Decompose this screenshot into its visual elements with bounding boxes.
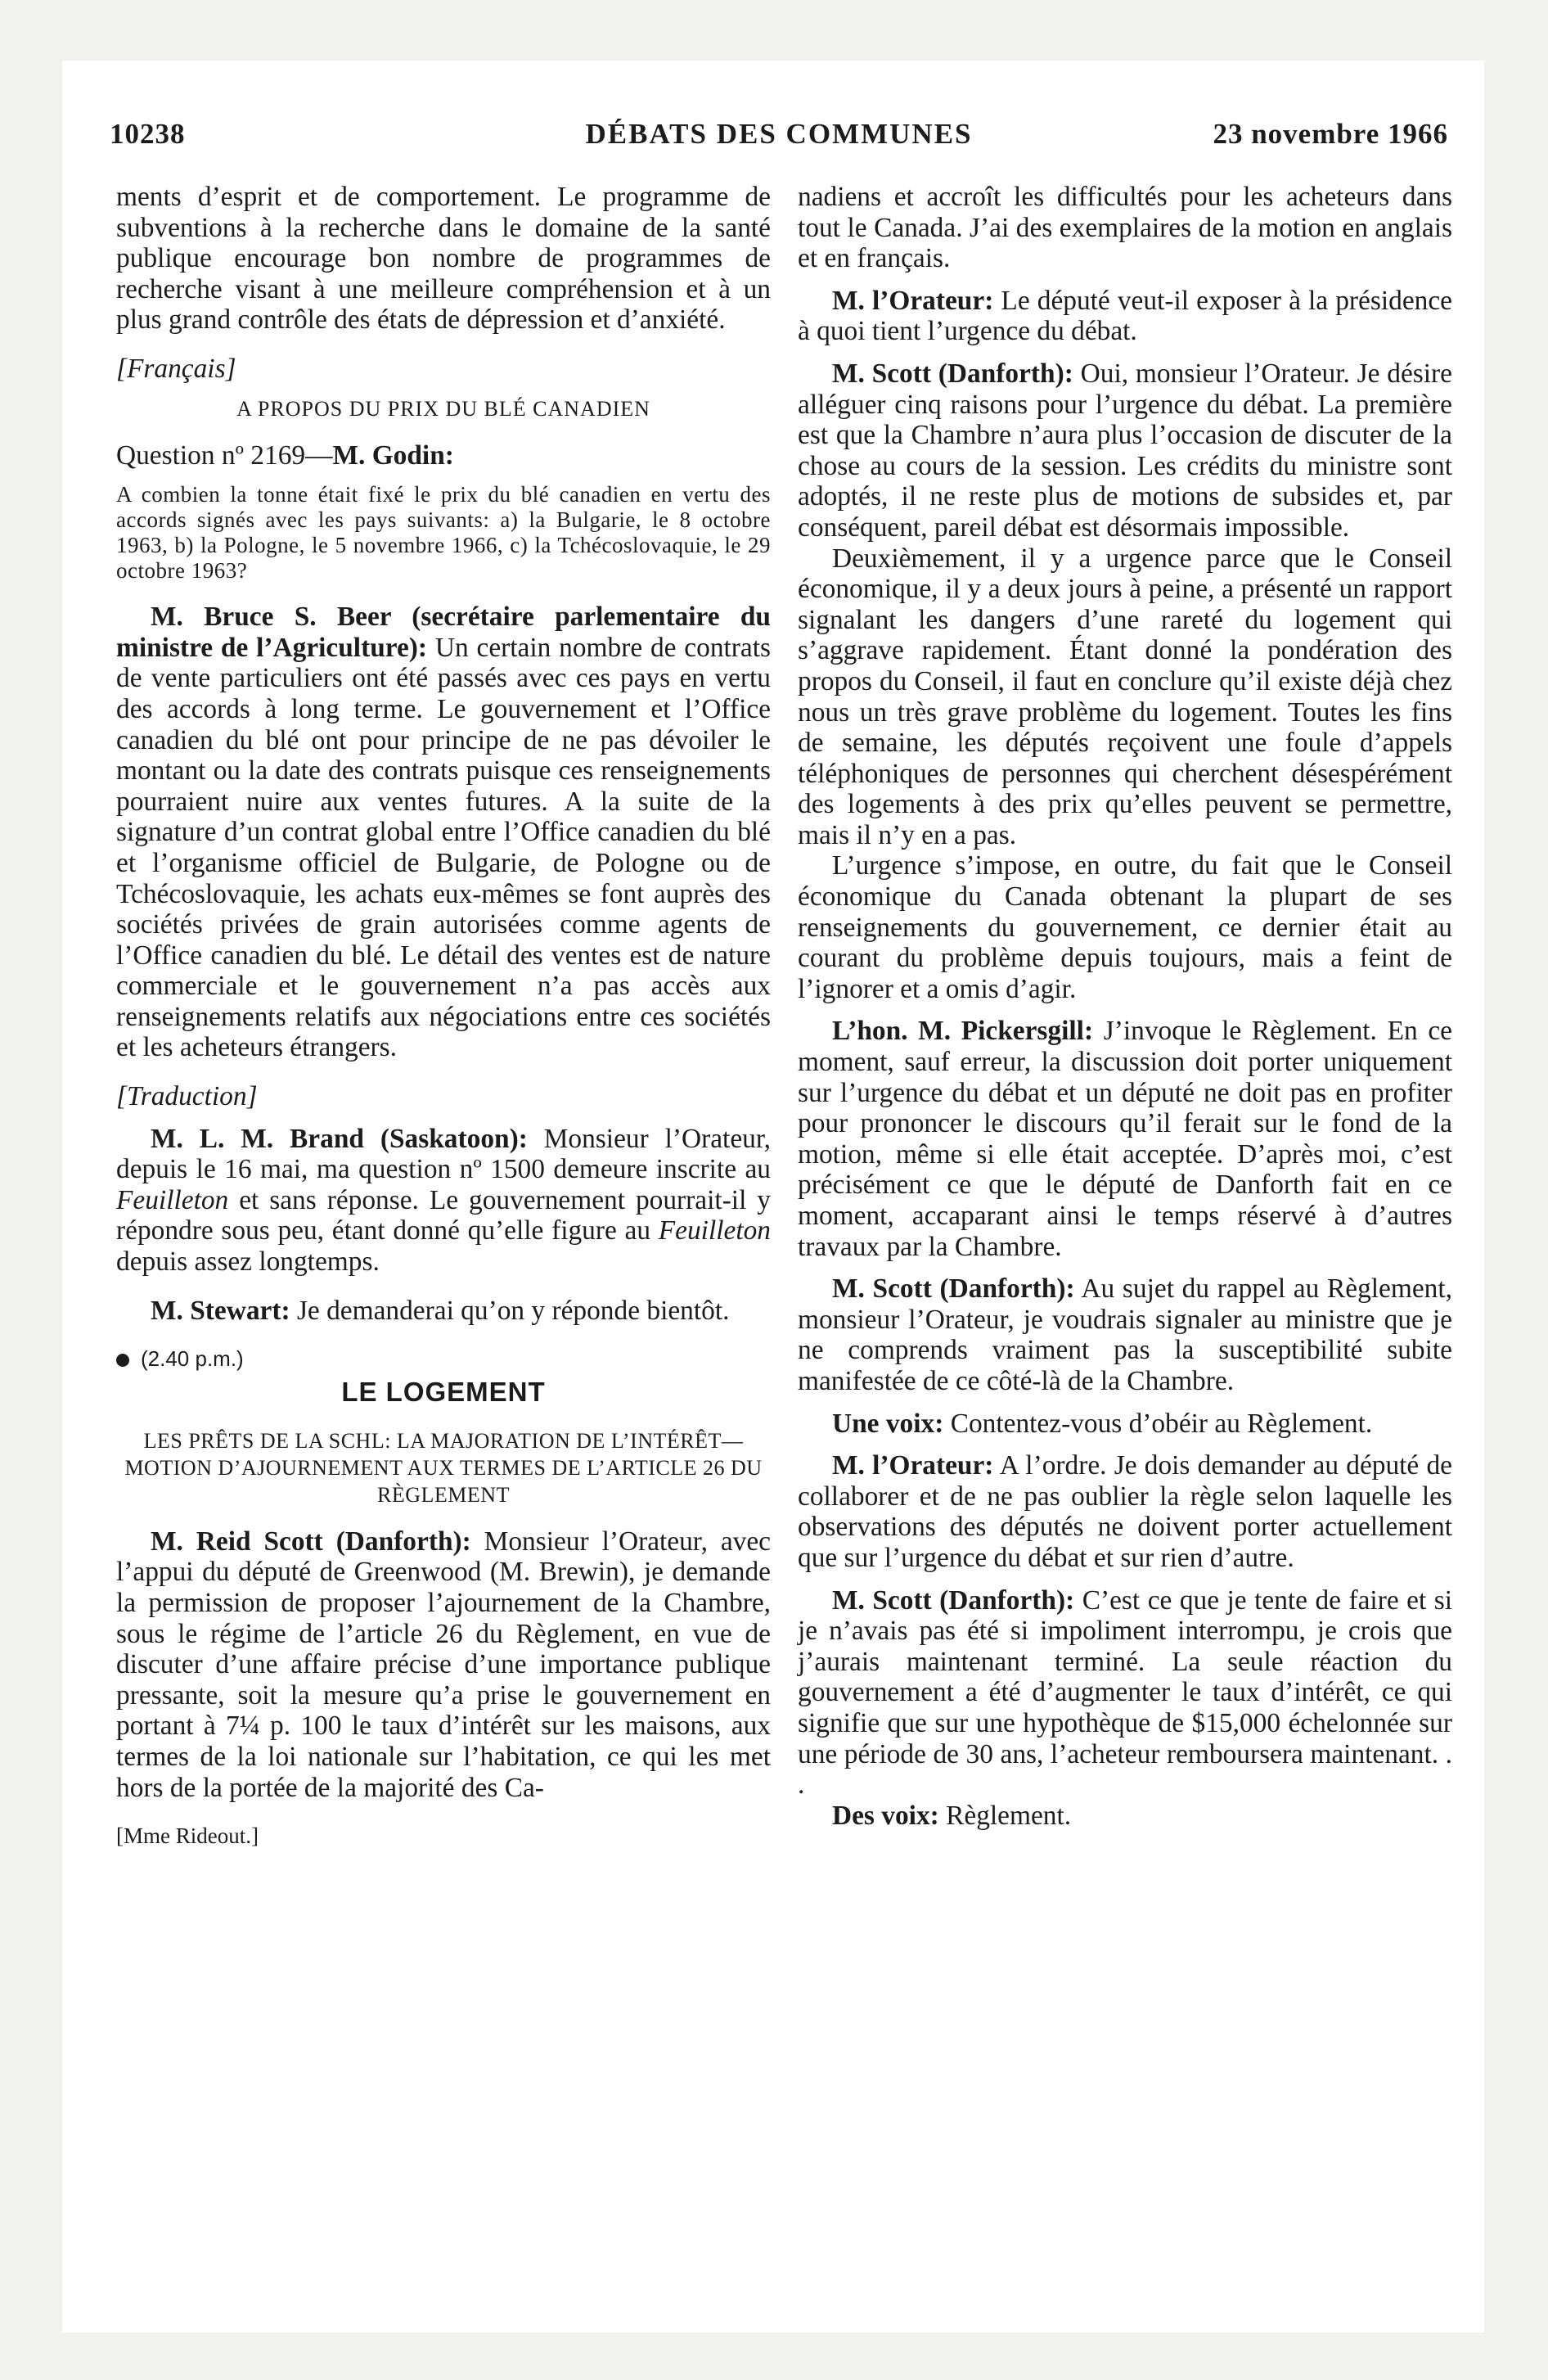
speaker-name: M. Scott (Danforth):	[832, 1584, 1075, 1616]
page-title: DÉBATS DES COMMUNES	[585, 118, 973, 150]
speaker-name: M. Reid Scott (Danforth):	[151, 1526, 471, 1557]
time-text: (2.40 p.m.)	[141, 1346, 244, 1372]
speech-paragraph	[798, 1450, 1452, 1573]
speech-text: Monsieur l’Orateur, depuis le 16 mai, ma question nº 1500 demeure inscrite au	[116, 1123, 771, 1185]
question-header	[116, 440, 771, 471]
speech-text: Un certain nombre de contrats de vente particuliers ont été passés avec ces pays en vertu des accords à long terme. Le gouvernement et l’Office canadien du blé ont pour principe de ne pas dévoiler le montant ou la date des contrats puisque ces renseignements pourraient nuire aux ventes futures. A la suite de la signature d’un contrat global entre l’Office canadien du blé et l’organisme officiel de Bulgarie, de Pologne ou de Tchécoslovaquie, les achats eux-mêmes se font auprès des sociétés privées de grain autorisées comme agents de l’Office canadien du blé. Le détail des ventes est de nature commerciale et le gouvernement n’a pas accès aux renseignements relatifs aux négociations entre ces sociétés et les acheteurs étrangers.	[116, 632, 771, 1063]
speech-text: et sans réponse. Le gouvernement pourrait-il y répondre sous peu, étant donné qu’elle figure au	[116, 1184, 771, 1246]
speech-paragraph	[116, 1296, 771, 1327]
speech-text: Règlement.	[938, 1800, 1072, 1831]
footnote-speaker: [Mme Rideout.]	[116, 1823, 259, 1849]
speaker-name: M. L. M. Brand (Saskatoon):	[151, 1123, 528, 1154]
feuilleton-term: Feuilleton	[658, 1215, 771, 1246]
time-stamp	[116, 1344, 771, 1375]
speaker-name: Des voix:	[832, 1800, 939, 1831]
speaker-name: M. Bruce S. Beer (secrétaire parlementaire du ministre de l’Agriculture):	[116, 602, 771, 663]
speech-paragraph	[798, 1409, 1452, 1440]
section-heading: LE LOGEMENT	[341, 1376, 546, 1407]
speaker-name: M. l’Orateur:	[832, 1450, 994, 1481]
speech-paragraph	[116, 1124, 771, 1278]
speech-paragraph	[798, 1585, 1452, 1801]
speech-paragraph	[798, 1016, 1452, 1262]
speech-text: Monsieur l’Orateur, avec l’appui du député de Greenwood (M. Brewin), je demande la permission de proposer l’ajournement de la Chambre, sous le régime de l’article 26 du Règlement, en vue de discuter d’une affaire précise d’une importance publique pressante, soit la mesure qu’a prise le gouvernement en portant à 7¼ p. 100 le taux d’intérêt sur les maisons, aux termes de la loi nationale sur l’habitation, ce qui les met hors de la portée de la majorité des Ca-	[116, 1526, 772, 1803]
page-header	[110, 118, 1448, 159]
language-note: [Traduction]	[116, 1081, 258, 1112]
speech-text: C’est ce que je tente de faire et si je n’avais pas été si impoliment interrompu, je crois que j’aurais maintenant terminé. La seule réaction du gouvernement a été d’augmenter le taux d’intérêt, ce qui signifie que sur une hypothèque de $15,000 échelonnée sur une période de 30 ans, l’acheteur remboursera maintenant. . .	[798, 1584, 1452, 1801]
speaker-name: M. Stewart:	[151, 1295, 290, 1326]
page-number: 10238	[110, 118, 186, 150]
section-subheading: LES PRÊTS DE LA SCHL: LA MAJORATION DE L’INTÉRÊT—MOTION D’AJOURNEMENT AUX TERMES DE L’ARTICLE 26 DU RÈGLEMENT	[124, 1428, 763, 1507]
speaker-name: M. Godin:	[332, 439, 454, 471]
question-label: Question nº 2169—	[116, 439, 333, 471]
speech-text: Au sujet du rappel au Règlement, monsieur l’Orateur, je voudrais signaler au ministre que je ne comprends vraiment pas la susceptibilité subite manifestée de ce côté-là de la Chambre.	[798, 1273, 1452, 1396]
paragraph: L’urgence s’impose, en outre, du fait que le Conseil économique du Canada obtenant la plupart de ses renseignements du gouvernement, ce dernier était au courant du problème depuis toujours, mais a feint de l’ignorer et a omis d’agir.	[798, 850, 1452, 1004]
speech-paragraph	[798, 1801, 1452, 1832]
speaker-name: L’hon. M. Pickersgill:	[832, 1016, 1094, 1047]
paragraph: ments d’esprit et de comportement. Le programme de subventions à la recherche dans le domaine de la santé publique encourage bon nombre de programmes de recherche visant à une meilleure compréhension et à un plus grand contrôle des états de dépression et d’anxiété.	[116, 182, 771, 336]
speech-text: Le député veut-il exposer à la présidence à quoi tient l’urgence du débat.	[798, 285, 1452, 347]
paragraph: Deuxièmement, il y a urgence parce que le Conseil économique, il y a deux jours à peine, a présenté un rapport signalant les dangers d’une rareté du logement qui s’aggrave rapidement. Étant donné la pondération des propos du Conseil, il faut en conclure qu’il existe déjà chez nous un très grave problème du logement. Toutes les fins de semaine, les députés reçoivent une foule d’appels téléphoniques de personnes qui cherchent désespérément des logements à des prix qu’elles peuvent se permettre, mais il n’y en a pas.	[798, 543, 1452, 850]
speech-paragraph	[116, 602, 771, 1063]
speech-text: A l’ordre. Je dois demander au député de collaborer et de ne pas oublier la règle selon laquelle les observations des députés ne doivent porter actuellement que sur l’urgence du débat et sur rien d’autre.	[798, 1450, 1452, 1573]
speech-paragraph	[116, 1526, 771, 1803]
right-column	[798, 182, 1452, 1831]
speech-text: Je demanderai qu’on y réponde bientôt.	[290, 1295, 730, 1326]
speech-text: Contentez-vous d’obéir au Règlement.	[943, 1408, 1373, 1439]
speaker-name: M. l’Orateur:	[832, 285, 994, 316]
speech-paragraph	[798, 1273, 1452, 1396]
speech-paragraph	[798, 358, 1452, 543]
speaker-name: Une voix:	[832, 1408, 944, 1439]
speaker-name: M. Scott (Danforth):	[832, 1273, 1075, 1305]
paragraph: nadiens et accroît les difficultés pour les acheteurs dans tout le Canada. J’ai des exemplaires de la motion en anglais et en français.	[798, 182, 1452, 274]
speaker-name: M. Scott (Danforth):	[832, 358, 1073, 389]
feuilleton-term: Feuilleton	[116, 1184, 229, 1215]
language-note: [Français]	[116, 353, 236, 384]
speech-paragraph	[798, 286, 1452, 347]
left-column	[116, 182, 771, 1852]
speech-text: depuis assez longtemps.	[116, 1246, 380, 1278]
speech-text: J’invoque le Règlement. En ce moment, sauf erreur, la discussion doit porter uniquement sur l’urgence du débat et un député ne doit pas en profiter pour prononcer le discours qu’il ferait sur le fond de la motion, même si elle était acceptée. D’après moi, c’est précisément ce que le député de Danforth fait en ce moment, accaparant ainsi le temps réservé à d’autres travaux par la Chambre.	[798, 1016, 1452, 1262]
bullet-icon	[116, 1354, 129, 1367]
speech-text: Oui, monsieur l’Orateur. Je désire alléguer cinq raisons pour l’urgence du débat. La première est que la Chambre n’aura plus l’occasion de discuter de la chose au cours de la session. Les crédits du ministre sont adoptés, il ne reste plus de motions de subsides et, par conséquent, pareil débat est désormais impossible.	[798, 358, 1452, 543]
page-date: 23 novembre 1966	[1213, 118, 1448, 150]
question-text: A combien la tonne était fixé le prix du blé canadien en vertu des accords signés avec les pays suivants: a) la Bulgarie, le 8 octobre 1963, b) la Pologne, le 5 novembre 1966, c) la Tchécoslovaquie, le 29 octobre 1963?	[116, 482, 771, 584]
rubric-heading: A PROPOS DU PRIX DU BLÉ CANADIEN	[236, 396, 650, 421]
